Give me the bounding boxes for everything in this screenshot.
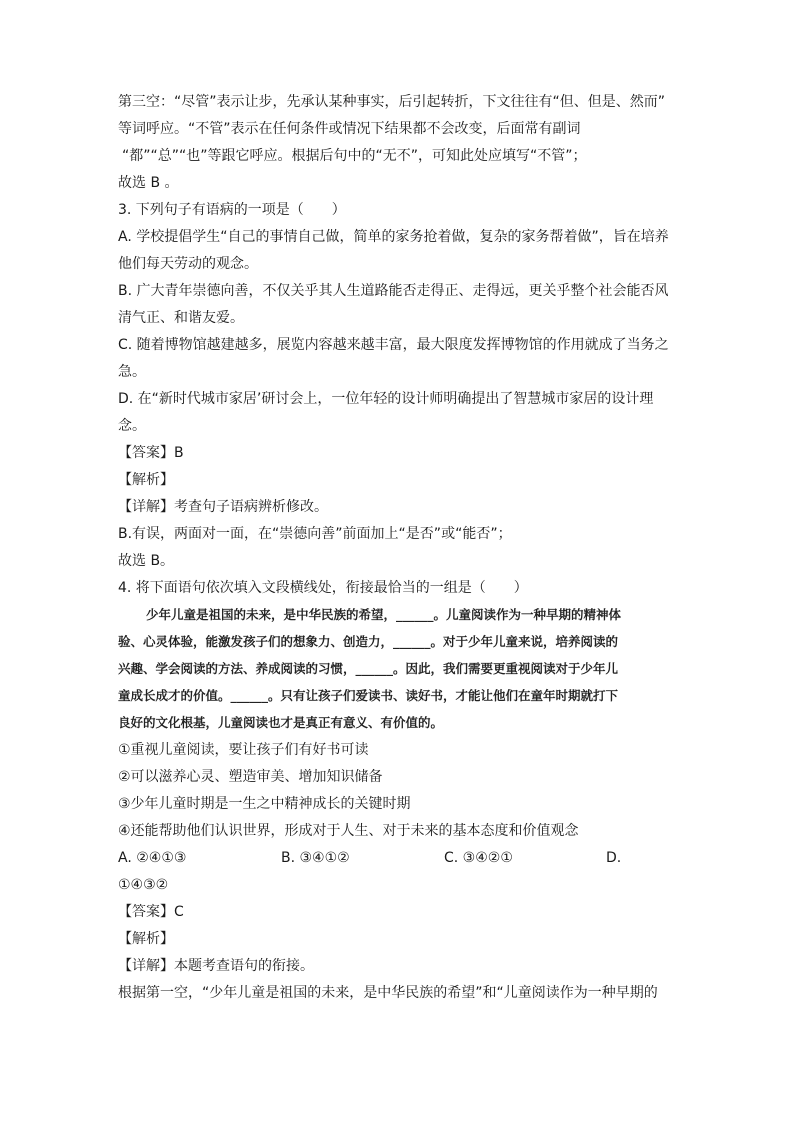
passage-line: 童成长成才的价值。______。只有让孩子们爱读书、读好书，才能让他们在童年时期就打下 [118,688,619,703]
passage-line: 兴趣、学会阅读的方法、养成阅读的习惯，______。因此，我们需要更重视阅读对于少年儿 [118,661,619,676]
explanation-line: “都”“总”“也”等跟它呼应。根据后句中的“无不”，可知此处应填写“不管”； [122,148,587,164]
detail-explanation: 根据第一空，“少年儿童是祖国的未来，是中华民族的希望”和“儿童阅读作为一种早期的 [118,985,658,1001]
explanation-line: 第三空：“尽管”表示让步，先承认某种事实，后引起转折，下文往往有“但、但是、然而” [118,94,666,110]
passage-line: 良好的文化根基，儿童阅读也才是真正有意义、有价值的。 [118,715,444,730]
answer-label: 【答案】C [118,904,184,920]
question-4-option-d-cont: ①④③② [118,877,169,893]
question-3-option-b-cont: 清气正、和谐友爱。 [118,310,244,326]
question-4-option-a: A. ②④①③ [118,850,187,866]
explanation-line: 等词呼应。“不管”表示在任何条件或情况下结果都不会改变，后面常有副词 [118,121,581,137]
sentence-option-2: ②可以滋养心灵、塑造审美、增加知识储备 [118,769,383,785]
answer-choice-line: 故选 B 。 [118,175,179,191]
detail-explanation: 【详解】本题考查语句的衔接。 [118,958,314,974]
question-4-option-d: D. [606,850,622,866]
analysis-label: 【解析】 [118,472,174,488]
document-page [118,93,678,1011]
question-3-option-c: C. 随着博物馆越建越多，展览内容越来越丰富，最大限度发挥博物馆的作用就成了当务之 [118,337,669,353]
question-3-option-d: D. 在“新时代城市家居’研讨会上，一位年轻的设计师明确提出了智慧城市家居的设计理 [118,391,654,407]
sentence-option-4: ④还能帮助他们认识世界，形成对于人生、对于未来的基本态度和价值观念 [118,823,579,839]
passage-line: 验、心灵体验，能激发孩子们的想象力、创造力，______。对于少年儿童来说，培养阅读的 [118,634,619,649]
answer-label: 【答案】B [118,445,184,461]
question-4-option-c: C. ③④②① [444,850,513,866]
question-3-option-a-cont: 他们每天劳动的观念。 [118,256,258,272]
answer-choice-line: 故选 B。 [118,553,175,569]
detail-explanation: 【详解】考查句子语病辨析修改。 [118,499,328,515]
question-3-stem: 3. 下列句子有语病的一项是（ ） [118,202,346,218]
question-3-option-a: A. 学校提倡学生“自己的事情自己做，简单的家务抢着做，复杂的家务帮着做”，旨在培养 [118,229,669,245]
question-3-option-b: B. 广大青年崇德向善，不仅关乎其人生道路能否走得正、走得远，更关乎整个社会能否风 [118,283,669,299]
question-3-option-c-cont: 急。 [118,364,146,380]
detail-explanation: B.有误，两面对一面，在“崇德向善”前面加上“是否”或“能否”； [118,526,512,542]
sentence-option-3: ③少年儿童时期是一生之中精神成长的关键时期 [118,796,411,812]
question-3-option-d-cont: 念。 [118,418,146,434]
question-4-option-b: B. ③④①② [281,850,350,866]
sentence-option-1: ①重视儿童阅读，要让孩子们有好书可读 [118,742,369,758]
passage-line: 少年儿童是祖国的未来，是中华民族的希望，______。儿童阅读作为一种早期的精神体 [146,607,622,622]
question-4-options [118,849,678,876]
question-4-stem: 4. 将下面语句依次填入文段横线处，衔接最恰当的一组是（ ） [118,580,528,596]
analysis-label: 【解析】 [118,931,174,947]
